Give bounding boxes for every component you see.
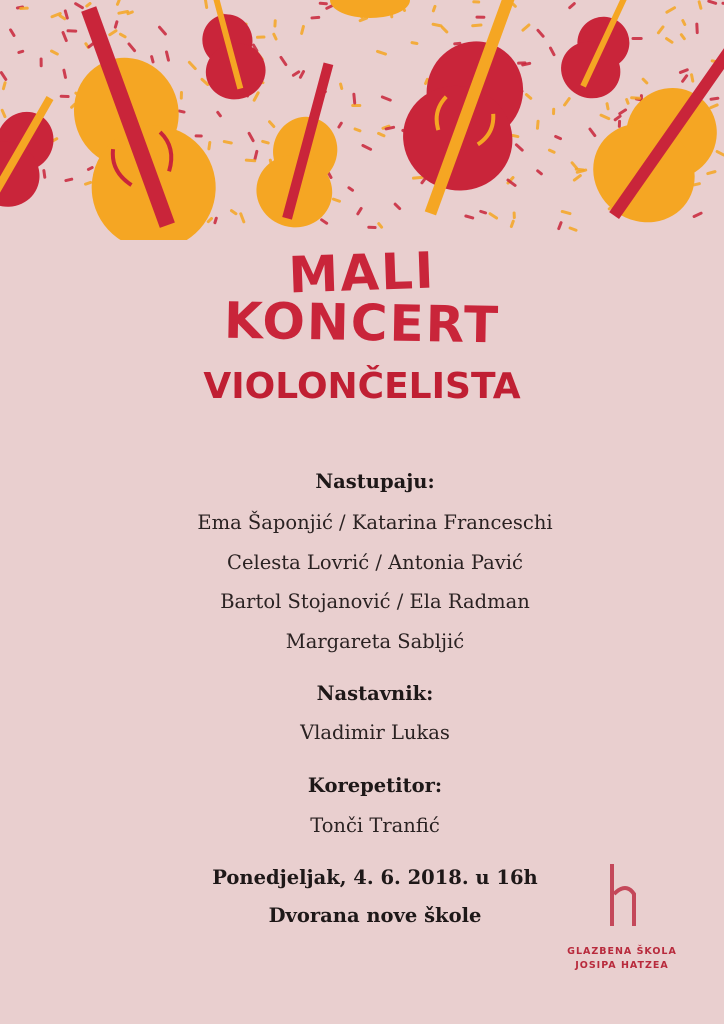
cello-orange-top: [330, 0, 410, 18]
teacher-name: Vladimir Lukas: [300, 721, 450, 744]
cello-red-top: [185, 0, 271, 106]
cello-red-right: [552, 0, 653, 108]
performer-line: Ema Šaponjić / Katarina Franceschi: [197, 511, 553, 534]
performer-line: Celesta Lovrić / Antonia Pavić: [227, 551, 523, 574]
event-date-time: Ponedjeljak, 4. 6. 2018. u 16h: [212, 866, 538, 889]
accompanist-name: Tonči Tranfić: [310, 814, 440, 837]
subtitle: VIOLONČELISTA: [203, 366, 521, 407]
teacher-heading: Nastavnik:: [316, 682, 434, 705]
performer-line: Bartol Stojanović / Ela Radman: [220, 590, 530, 613]
title-koncert: KONCERT: [223, 291, 501, 355]
cello-orange-center: [248, 54, 365, 236]
logo-text-line2: JOSIPA HATZEA: [575, 960, 669, 971]
accompanist-heading: Korepetitor:: [307, 774, 443, 797]
letter-h-logo-icon: [604, 864, 644, 928]
logo-text-line1: GLAZBENA ŠKOLA: [567, 946, 677, 957]
cello-red-left: [0, 81, 79, 219]
school-logo: [560, 864, 684, 974]
performer-line: Margareta Sabljić: [285, 630, 465, 653]
cello-illustration: [0, 0, 724, 240]
event-venue: Dvorana nove škole: [268, 904, 482, 927]
performers-heading: Nastupaju:: [315, 470, 435, 493]
title-mali: MALI: [287, 241, 437, 305]
